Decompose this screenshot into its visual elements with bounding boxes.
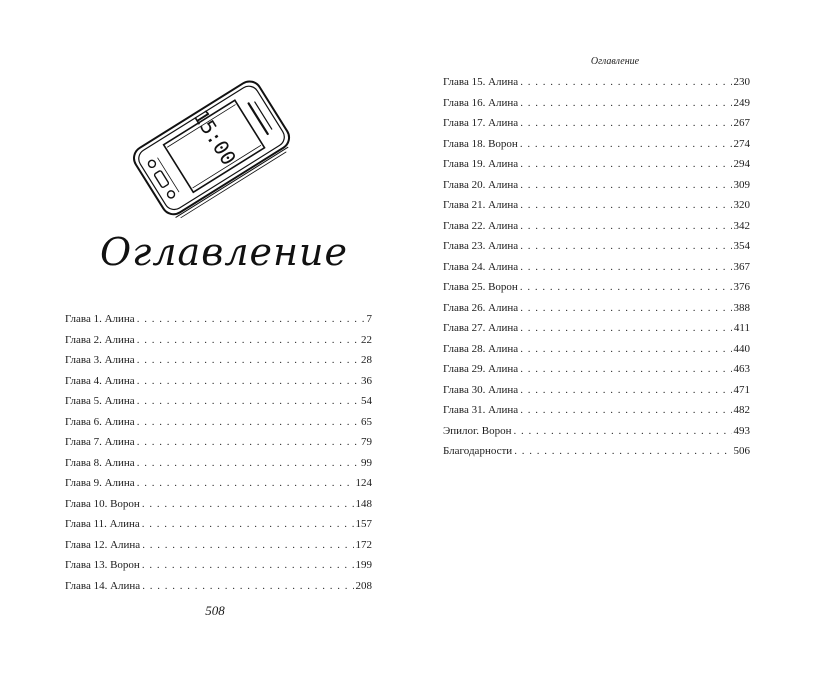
toc-entry-label: Благодарности (443, 445, 513, 457)
dot-leader (137, 457, 359, 469)
toc-entry (443, 138, 750, 159)
toc-entry-page: 124 (355, 477, 372, 489)
toc-entry-label: Глава 18. Ворон (443, 137, 518, 150)
dot-leader (520, 261, 731, 273)
toc-entry-label: Глава 20. Алина (443, 178, 519, 191)
page-title: Оглавление (100, 230, 349, 274)
toc-entry-label: Глава 7. Алина (65, 436, 135, 448)
toc-entry (443, 363, 750, 384)
toc-entry-page: 493 (733, 424, 750, 437)
toc-entry-label: Глава 23. Алина (443, 240, 519, 252)
toc-entry-label: Глава 27. Алина (443, 322, 519, 334)
toc-entry (65, 518, 372, 539)
toc-entry-label: Глава 31. Алина (443, 404, 519, 416)
dot-leader (520, 220, 731, 232)
toc-entry-page: 342 (733, 219, 750, 232)
dot-leader (520, 138, 732, 150)
toc-entry (65, 334, 372, 355)
dot-leader (520, 97, 731, 109)
toc-entry-page: 7 (366, 313, 372, 325)
toc-entry (443, 261, 750, 282)
dot-leader (520, 158, 731, 170)
dot-leader (520, 322, 732, 334)
right-page (410, 0, 819, 683)
dot-leader (142, 498, 354, 510)
toc-entry-label: Глава 25. Ворон (443, 281, 518, 293)
toc-entry-page: 376 (733, 281, 750, 293)
dot-leader (520, 281, 732, 293)
toc-entry-label: Глава 29. Алина (443, 363, 519, 375)
toc-entry (443, 117, 750, 138)
toc-entry-label: Глава 1. Алина (65, 313, 135, 325)
toc-entry (65, 375, 372, 396)
dot-leader (520, 117, 731, 129)
toc-entry-label: Глава 30. Алина (443, 383, 519, 396)
toc-entry-page: 199 (355, 559, 372, 571)
dot-leader (142, 559, 354, 571)
toc-entry (65, 498, 372, 519)
dot-leader (137, 375, 359, 387)
toc-entry-page: 172 (355, 538, 372, 551)
dot-leader (520, 404, 731, 416)
toc-entry-label: Глава 16. Алина (443, 96, 519, 109)
toc-entry-page: 471 (733, 383, 750, 396)
dot-leader (142, 580, 353, 592)
toc-entry (443, 404, 750, 425)
toc-entry-label: Глава 6. Алина (65, 415, 135, 428)
dot-leader (520, 363, 731, 375)
toc-entry-label: Глава 24. Алина (443, 260, 519, 273)
toc-entry (443, 97, 750, 118)
dot-leader (520, 179, 731, 191)
toc-entry (65, 539, 372, 560)
toc-entry (443, 425, 750, 446)
toc-entry-page: 36 (361, 374, 372, 387)
toc-entry-page: 440 (733, 342, 750, 355)
toc-entry (443, 445, 750, 466)
toc-entry-label: Глава 26. Алина (443, 301, 519, 314)
running-head: Оглавление (590, 56, 640, 67)
toc-entry-page: 230 (733, 76, 750, 88)
dot-leader (520, 76, 731, 88)
toc-entry (65, 457, 372, 478)
toc-entry (65, 580, 372, 601)
toc-entry (443, 199, 750, 220)
toc-entry-label: Глава 5. Алина (65, 395, 135, 407)
dot-leader (137, 313, 365, 325)
dot-leader (520, 199, 731, 211)
dot-leader (520, 343, 731, 355)
dot-leader (514, 445, 731, 457)
dot-leader (520, 240, 731, 252)
toc-entry-page: 208 (355, 579, 372, 592)
toc-entry-page: 267 (733, 117, 750, 129)
toc-entry-page: 354 (733, 240, 750, 252)
toc-entry-page: 99 (361, 456, 372, 469)
toc-entry-label: Глава 11. Алина (65, 518, 140, 530)
toc-entry-label: Эпилог. Ворон (443, 424, 512, 437)
toc-entry-page: 388 (733, 301, 750, 314)
toc-entry (443, 76, 750, 97)
toc-entry-page: 54 (361, 395, 372, 407)
toc-entry (65, 436, 372, 457)
toc-entry-page: 28 (361, 354, 372, 366)
toc-entry-page: 482 (733, 404, 750, 416)
toc-entry (443, 179, 750, 200)
dot-leader (514, 425, 732, 437)
dot-leader (142, 539, 353, 551)
toc-entry-label: Глава 17. Алина (443, 117, 519, 129)
toc-entry-page: 148 (355, 497, 372, 510)
toc-entry (443, 322, 750, 343)
toc-entry-page: 294 (733, 158, 750, 170)
toc-entry-page: 274 (733, 137, 750, 150)
dot-leader (137, 395, 359, 407)
toc-entry (65, 559, 372, 580)
toc-entry-page: 157 (355, 518, 372, 530)
smartphone-icon (126, 72, 296, 222)
toc-list-right (443, 76, 750, 466)
page-number: 508 (205, 603, 225, 618)
toc-entry-label: Глава 28. Алина (443, 342, 519, 355)
dot-leader (137, 416, 359, 428)
toc-entry-page: 249 (733, 96, 750, 109)
phone-screen-time: 15:00 (188, 105, 241, 170)
toc-entry-label: Глава 19. Алина (443, 158, 519, 170)
toc-entry (443, 158, 750, 179)
toc-entry-label: Глава 10. Ворон (65, 497, 140, 510)
toc-entry-label: Глава 3. Алина (65, 354, 135, 366)
toc-entry-label: Глава 14. Алина (65, 579, 141, 592)
toc-entry (443, 302, 750, 323)
toc-entry (443, 281, 750, 302)
dot-leader (142, 518, 354, 530)
toc-entry-page: 65 (361, 415, 372, 428)
toc-entry-page: 320 (733, 199, 750, 211)
dot-leader (137, 436, 359, 448)
toc-entry-page: 309 (733, 178, 750, 191)
toc-entry-label: Глава 13. Ворон (65, 559, 140, 571)
toc-entry (443, 343, 750, 364)
toc-entry-page: 411 (733, 322, 750, 334)
toc-entry-label: Глава 21. Алина (443, 199, 519, 211)
toc-entry (443, 384, 750, 405)
toc-list-left (65, 313, 372, 600)
toc-entry-label: Глава 9. Алина (65, 477, 135, 489)
toc-entry (65, 477, 372, 498)
dot-leader (520, 384, 731, 396)
toc-entry-label: Глава 8. Алина (65, 456, 135, 469)
toc-entry (65, 395, 372, 416)
toc-entry-label: Глава 4. Алина (65, 374, 135, 387)
toc-entry (65, 354, 372, 375)
toc-entry-page: 463 (733, 363, 750, 375)
toc-entry-page: 367 (733, 260, 750, 273)
dot-leader (137, 334, 359, 346)
toc-entry-page: 22 (361, 333, 372, 346)
toc-entry-label: Глава 12. Алина (65, 538, 141, 551)
toc-entry (443, 240, 750, 261)
toc-entry-label: Глава 2. Алина (65, 333, 135, 346)
dot-leader (137, 354, 359, 366)
toc-entry-label: Глава 15. Алина (443, 76, 519, 88)
toc-entry-page: 79 (361, 436, 372, 448)
toc-entry-label: Глава 22. Алина (443, 219, 519, 232)
toc-entry-page: 506 (733, 445, 750, 457)
toc-entry (443, 220, 750, 241)
dot-leader (520, 302, 731, 314)
toc-entry (65, 313, 372, 334)
toc-entry (65, 416, 372, 437)
dot-leader (137, 477, 354, 489)
